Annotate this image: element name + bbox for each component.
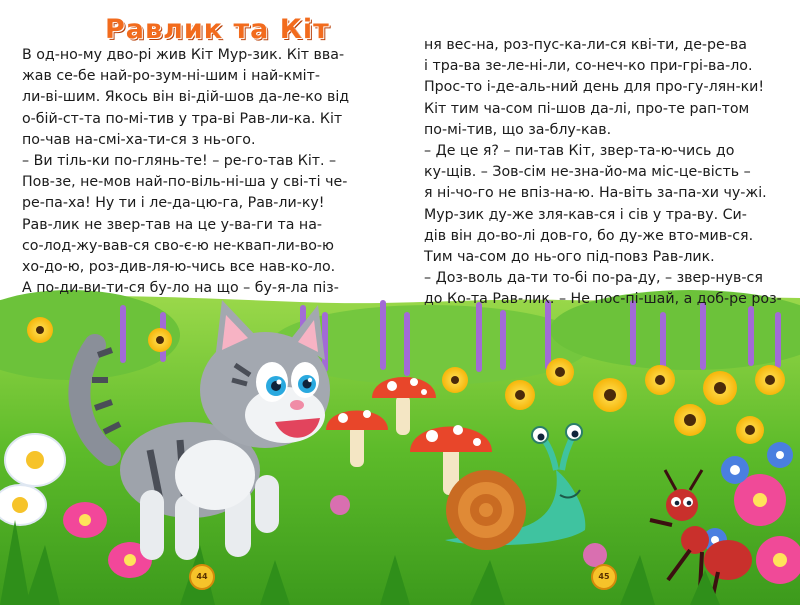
text-line: жав се-бе най-ро-зум-ні-шим і най-кміт-	[22, 68, 320, 85]
page-number-left: 44	[196, 572, 208, 581]
text-line: до Ко-та Рав-лик. – Не пос-пі-шай, а доб-ре роз-	[424, 291, 782, 308]
text-line: ку-щів. – Зов-сім не-зна-йо-ма міс-це-вість –	[424, 164, 751, 181]
text-line: по-мі-тив, що за-блу-кав.	[424, 121, 612, 138]
text-line: – Доз-воль да-ти то-бі по-ра-ду, – звер-нув-ся	[424, 270, 763, 287]
text-line: я ні-чо-го не впіз-на-ю. На-віть за-па-хи чу-жі.	[424, 185, 767, 202]
right-text-column	[424, 35, 784, 311]
text-line: Рав-лик не звер-тав на це у-ва-ги та на-	[22, 216, 323, 233]
text-line: і тра-ва зе-ле-ні-ли, со-неч-ко при-грі-ва-ло.	[424, 58, 753, 75]
text-line: – Ви тіль-ки по-глянь-те! – ре-го-тав Кіт. –	[22, 153, 337, 170]
page-number-right: 45	[598, 572, 610, 581]
story-title: Равлик та Кіт	[105, 14, 330, 45]
text-line: В од-но-му дво-рі жив Кіт Мур-зик. Кіт вва-	[22, 47, 345, 63]
text-line: дів він до-во-лі дов-го, бо ду-же вто-мив-ся.	[424, 227, 754, 244]
text-line: А по-ди-ви-ти-ся бу-ло на що – бу-я-ла піз-	[22, 280, 339, 297]
text-line: о-бій-ст-та по-мі-тив у тра-ві Рав-ли-ка. Кіт	[22, 110, 343, 127]
left-text-column	[22, 45, 392, 299]
text-line: – Де це я? – пи-тав Кіт, звер-та-ю-чись до	[424, 143, 735, 160]
text-line: ре-па-ха! Ну ти і ле-да-цю-га, Рав-ли-ку!	[22, 195, 325, 212]
text-line: ня вес-на, роз-пус-ка-ли-ся кві-ти, де-ре-ва	[424, 37, 747, 53]
text-line: Мур-зик ду-же зля-кав-ся і сів у тра-ву. Си-	[424, 206, 747, 223]
text-line: со-лод-жу-вав-ся сво-є-ю не-квап-ли-во-ю	[22, 237, 334, 254]
text-line: Прос-то і-де-аль-ний день для про-гу-лян-ки!	[424, 79, 765, 96]
text-line: по-чав на-смі-ха-ти-ся з нь-ого.	[22, 131, 256, 148]
text-line: ли-ві-шим. Якось він ві-дій-шов да-ле-ко від	[22, 89, 350, 106]
text-line: Кіт тим ча-сом пі-шов да-лі, про-те рап-том	[424, 100, 750, 117]
text-line: хо-до-ю, роз-див-ля-ю-чись все нав-ко-ло.	[22, 259, 336, 276]
text-line: Тим ча-сом до нь-ого під-повз Рав-лик.	[424, 249, 715, 266]
text-line: Пов-зе, не-мов най-по-віль-ні-ша у сві-ті че-	[22, 174, 348, 191]
